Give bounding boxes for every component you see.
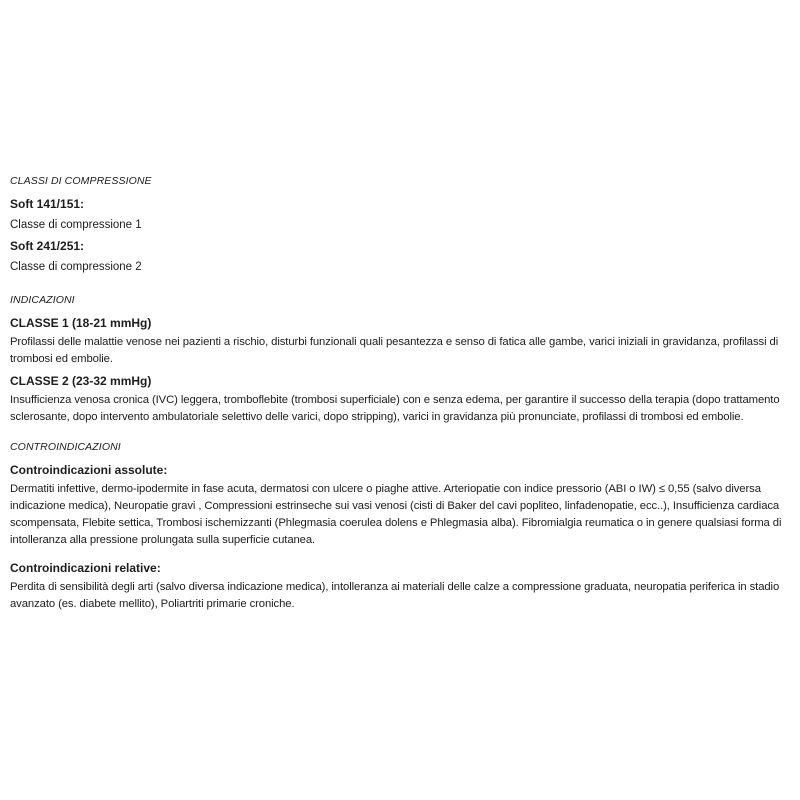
compression-class-1-value: Classe di compressione 1 bbox=[10, 219, 142, 231]
contraindications-heading: CONTROINDICAZIONI bbox=[10, 441, 121, 453]
relative-contraindications-text: Perdita di sensibilità degli arti (salvo diversa indicazione medica), intolleranza ai materiali delle calze a compressione graduata, neuropatia periferica in stadio avanzato (es. diabete mellito), Poliartriti primarie croniche. bbox=[10, 581, 780, 610]
absolute-contraindications-text: Dermatiti infettive, dermo-ipodermite in fase acuta, dermatosi con ulcere o piaghe attive. Arteriopatie con indice pressorio (ABI o IW) ≤ 0,55 (salvo diversa indicazione medica), Neuropatie gravi , Compressioni estrinseche sui vasi venosi (cisti di Baker del cavi popliteo, linfadenopatie, ecc..), Insufficienza cardiaca scompensata, Flebite settica, Trombosi ischemizzanti (Phlegmasia coerulea dolens e Phlegmasia alba). Fibromialgia reumatica o in genere qualsiasi forma di intolleranza alla pressione prolungata sulla superficie cutanea. bbox=[10, 483, 782, 546]
class-1-title: CLASSE 1 (18-21 mmHg) bbox=[10, 316, 152, 330]
relative-contraindications-title: Controindicazioni relative: bbox=[10, 561, 161, 575]
compression-classes-heading: CLASSI DI COMPRESSIONE bbox=[10, 175, 152, 187]
absolute-contraindications-title: Controindicazioni assolute: bbox=[10, 463, 168, 477]
section-indications bbox=[10, 294, 790, 426]
class-1-description: Profilassi delle malattie venose nei pazienti a rischio, disturbi funzionali quali pesantezza e senso di fatica alle gambe, varici iniziali in gravidanza, profilassi di trombosi ed embolie. bbox=[10, 336, 779, 365]
class-2-title: CLASSE 2 (23-32 mmHg) bbox=[10, 374, 152, 388]
compression-class-2-value: Classe di compressione 2 bbox=[10, 261, 142, 273]
section-compression-classes bbox=[10, 175, 790, 276]
class-2-description: Insufficienza venosa cronica (IVC) leggera, tromboflebite (trombosi superficiale) con e senza edema, per garantire il successo della terapia (dopo trattamento sclerosante, dopo intervento ambulatoriale selettivo delle varici, dopo stripping), varici in gravidanza più pronunciate, profilassi di trombosi ed embolie. bbox=[10, 394, 780, 423]
product-model-soft-141-151-label: Soft 141/151: bbox=[10, 197, 85, 211]
product-model-soft-241-251-label: Soft 241/251: bbox=[10, 239, 85, 253]
indications-heading: INDICAZIONI bbox=[10, 294, 75, 306]
section-contraindications bbox=[10, 441, 790, 613]
